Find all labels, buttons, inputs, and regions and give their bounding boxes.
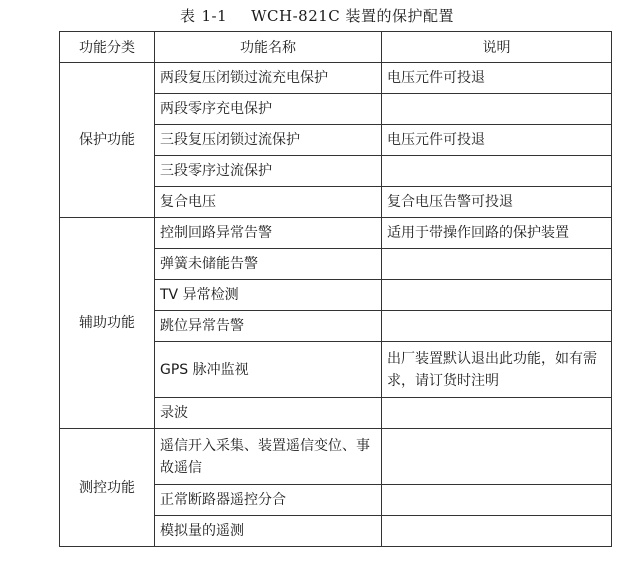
function-name-cell: 复合电压	[155, 187, 382, 218]
category-auxiliary: 辅助功能	[60, 218, 155, 429]
table-caption	[0, 6, 634, 26]
category-protection: 保护功能	[60, 63, 155, 218]
protection-config-table	[59, 31, 612, 547]
table-row	[60, 218, 612, 249]
description-cell: 出厂装置默认退出此功能，如有需求，请订货时注明	[382, 342, 612, 398]
header-function-name: 功能名称	[155, 32, 382, 63]
caption-title: WCH-821C 装置的保护配置	[251, 7, 455, 25]
description-cell	[382, 280, 612, 311]
table-row	[60, 63, 612, 94]
description-cell: 电压元件可投退	[382, 125, 612, 156]
caption-label: 表	[179, 7, 196, 25]
description-cell	[382, 398, 612, 429]
category-measurement-control: 测控功能	[60, 429, 155, 547]
table-row	[60, 429, 612, 485]
description-cell	[382, 311, 612, 342]
description-cell	[382, 249, 612, 280]
description-cell	[382, 429, 612, 485]
function-name-cell: 正常断路器遥控分合	[155, 485, 382, 516]
function-name-cell: 录波	[155, 398, 382, 429]
description-cell: 适用于带操作回路的保护装置	[382, 218, 612, 249]
description-cell	[382, 156, 612, 187]
function-name-cell: 弹簧未储能告警	[155, 249, 382, 280]
function-name-cell: GPS 脉冲监视	[155, 342, 382, 398]
description-cell	[382, 516, 612, 547]
function-name-cell: 控制回路异常告警	[155, 218, 382, 249]
header-category: 功能分类	[60, 32, 155, 63]
function-name-cell: TV 异常检测	[155, 280, 382, 311]
header-row	[60, 32, 612, 63]
function-name-cell: 两段复压闭锁过流充电保护	[155, 63, 382, 94]
description-cell: 电压元件可投退	[382, 63, 612, 94]
function-name-cell: 三段零序过流保护	[155, 156, 382, 187]
function-name-cell: 跳位异常告警	[155, 311, 382, 342]
caption-number: 1-1	[201, 7, 228, 25]
function-name-cell: 遥信开入采集、装置遥信变位、事故遥信	[155, 429, 382, 485]
description-cell: 复合电压告警可投退	[382, 187, 612, 218]
function-name-cell: 两段零序充电保护	[155, 94, 382, 125]
description-cell	[382, 94, 612, 125]
description-cell	[382, 485, 612, 516]
function-name-cell: 三段复压闭锁过流保护	[155, 125, 382, 156]
function-name-cell: 模拟量的遥测	[155, 516, 382, 547]
header-description: 说明	[382, 32, 612, 63]
